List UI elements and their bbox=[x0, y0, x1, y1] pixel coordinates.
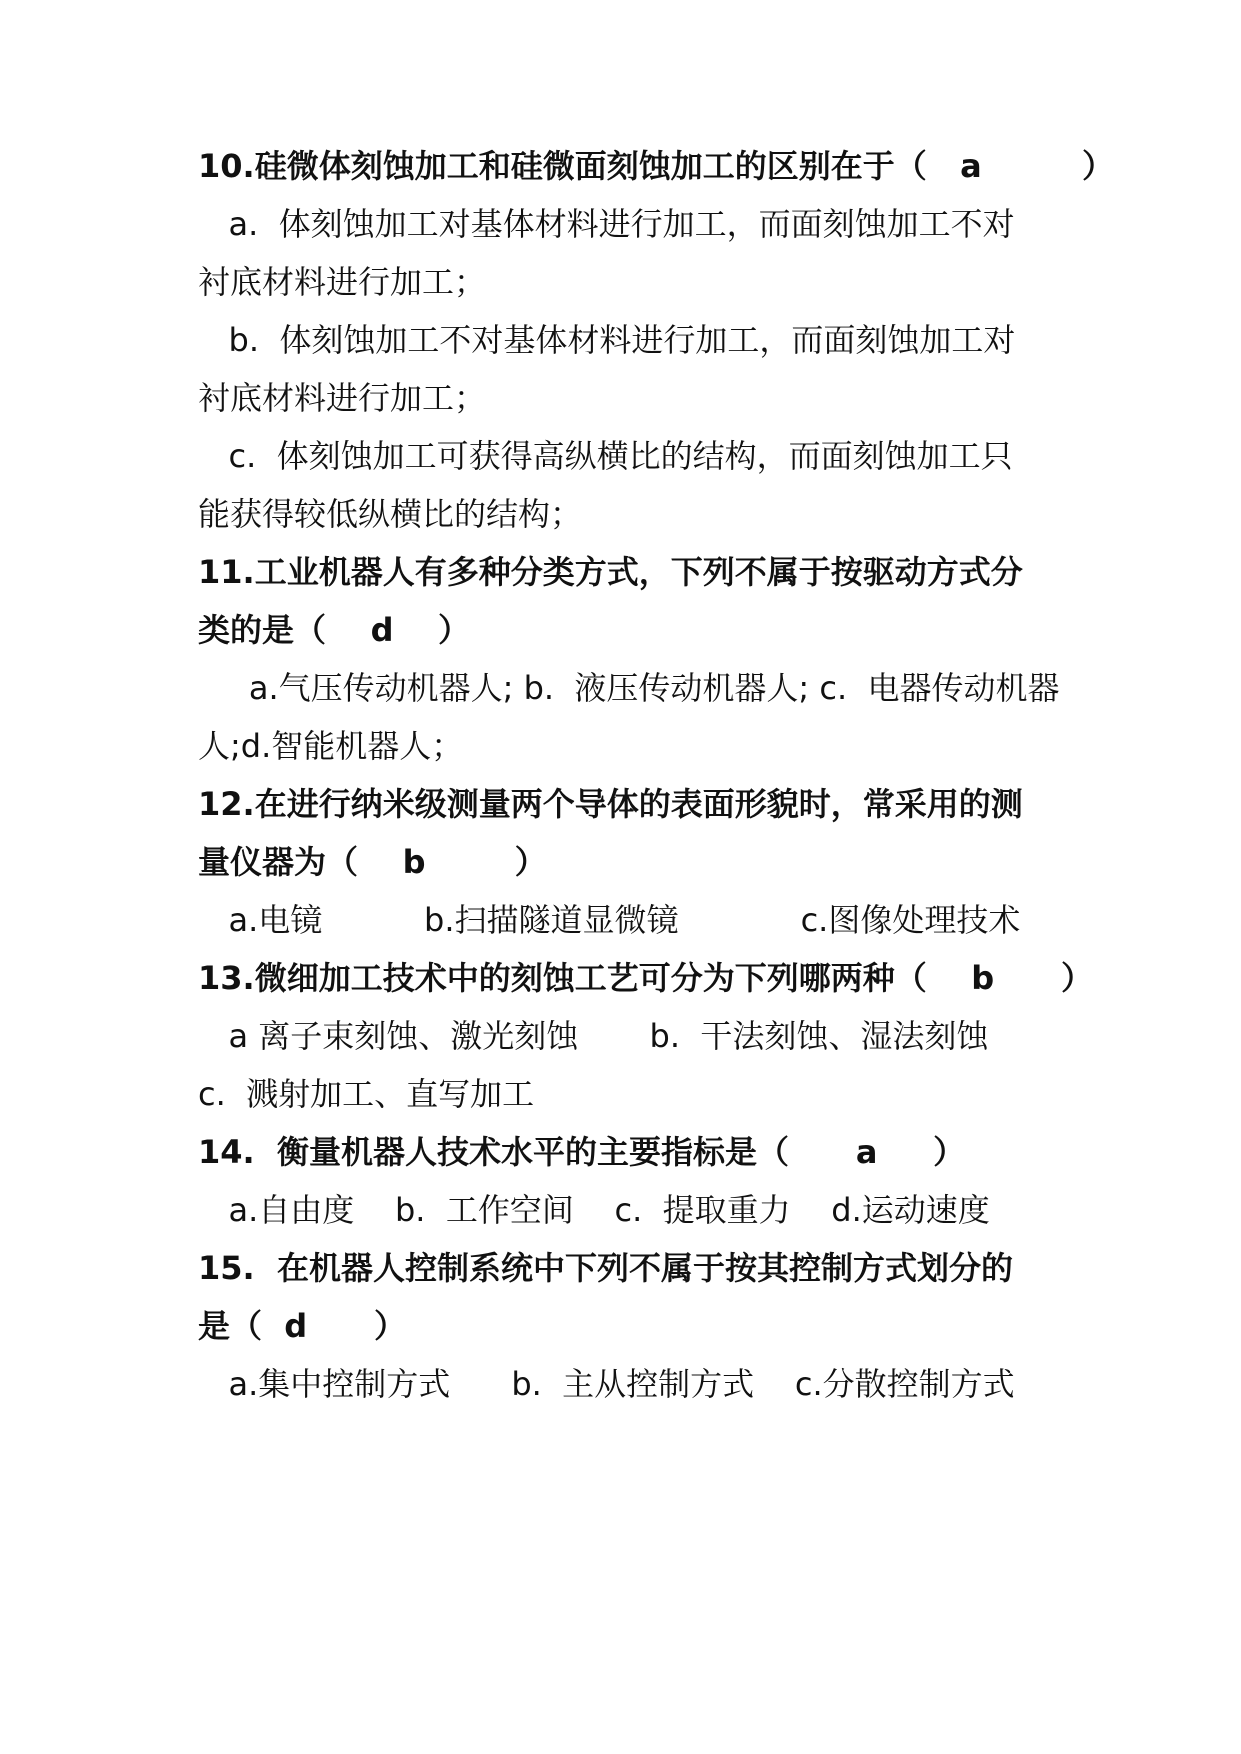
question-12-stem-cont: 量仪器为（ b ） bbox=[198, 843, 547, 881]
question-10-option-b: b. 体刻蚀加工不对基体材料进行加工，而面刻蚀加工对 bbox=[198, 321, 1016, 359]
question-15-stem-cont: 是（ d ） bbox=[198, 1307, 407, 1345]
question-11-options-cont: 人;d.智能机器人； bbox=[198, 727, 464, 765]
question-15-options: a.集中控制方式 b. 主从控制方式 c.分散控制方式 bbox=[198, 1365, 1015, 1403]
question-10-option-a-cont: 衬底材料进行加工； bbox=[198, 263, 487, 301]
question-10-option-c-cont: 能获得较低纵横比的结构； bbox=[198, 495, 583, 533]
question-10-option-c: c. 体刻蚀加工可获得高纵横比的结构，而面刻蚀加工只 bbox=[198, 437, 1013, 475]
question-13-options: a 离子束刻蚀、激光刻蚀 b. 干法刻蚀、湿法刻蚀 bbox=[198, 1017, 989, 1055]
question-12-options: a.电镜 b.扫描隧道显微镜 c.图像处理技术 bbox=[198, 901, 1021, 939]
question-11-stem: 11.工业机器人有多种分类方式，下列不属于按驱动方式分 bbox=[198, 553, 1023, 591]
question-15-stem: 15. 在机器人控制系统中下列不属于按其控制方式划分的 bbox=[198, 1249, 1013, 1287]
question-14-options: a.自由度 b. 工作空间 c. 提取重力 d.运动速度 bbox=[198, 1191, 990, 1229]
question-10-option-b-cont: 衬底材料进行加工； bbox=[198, 379, 487, 417]
question-10-option-a: a. 体刻蚀加工对基体材料进行加工，而面刻蚀加工不对 bbox=[198, 205, 1015, 243]
question-10-stem: 10.硅微体刻蚀加工和硅微面刻蚀加工的区别在于（ a ） bbox=[198, 147, 1114, 185]
question-11-options: a.气压传动机器人; b. 液压传动机器人; c. 电器传动机器 bbox=[198, 669, 1060, 707]
question-11-stem-cont: 类的是（ d ） bbox=[198, 611, 471, 649]
question-13-stem: 13.微细加工技术中的刻蚀工艺可分为下列哪两种（ b ） bbox=[198, 959, 1094, 997]
question-13-options-cont: c. 溅射加工、直写加工 bbox=[198, 1075, 535, 1113]
question-12-stem: 12.在进行纳米级测量两个导体的表面形貌时，常采用的测 bbox=[198, 785, 1023, 823]
question-14-stem: 14. 衡量机器人技术水平的主要指标是（ a ） bbox=[198, 1133, 966, 1171]
